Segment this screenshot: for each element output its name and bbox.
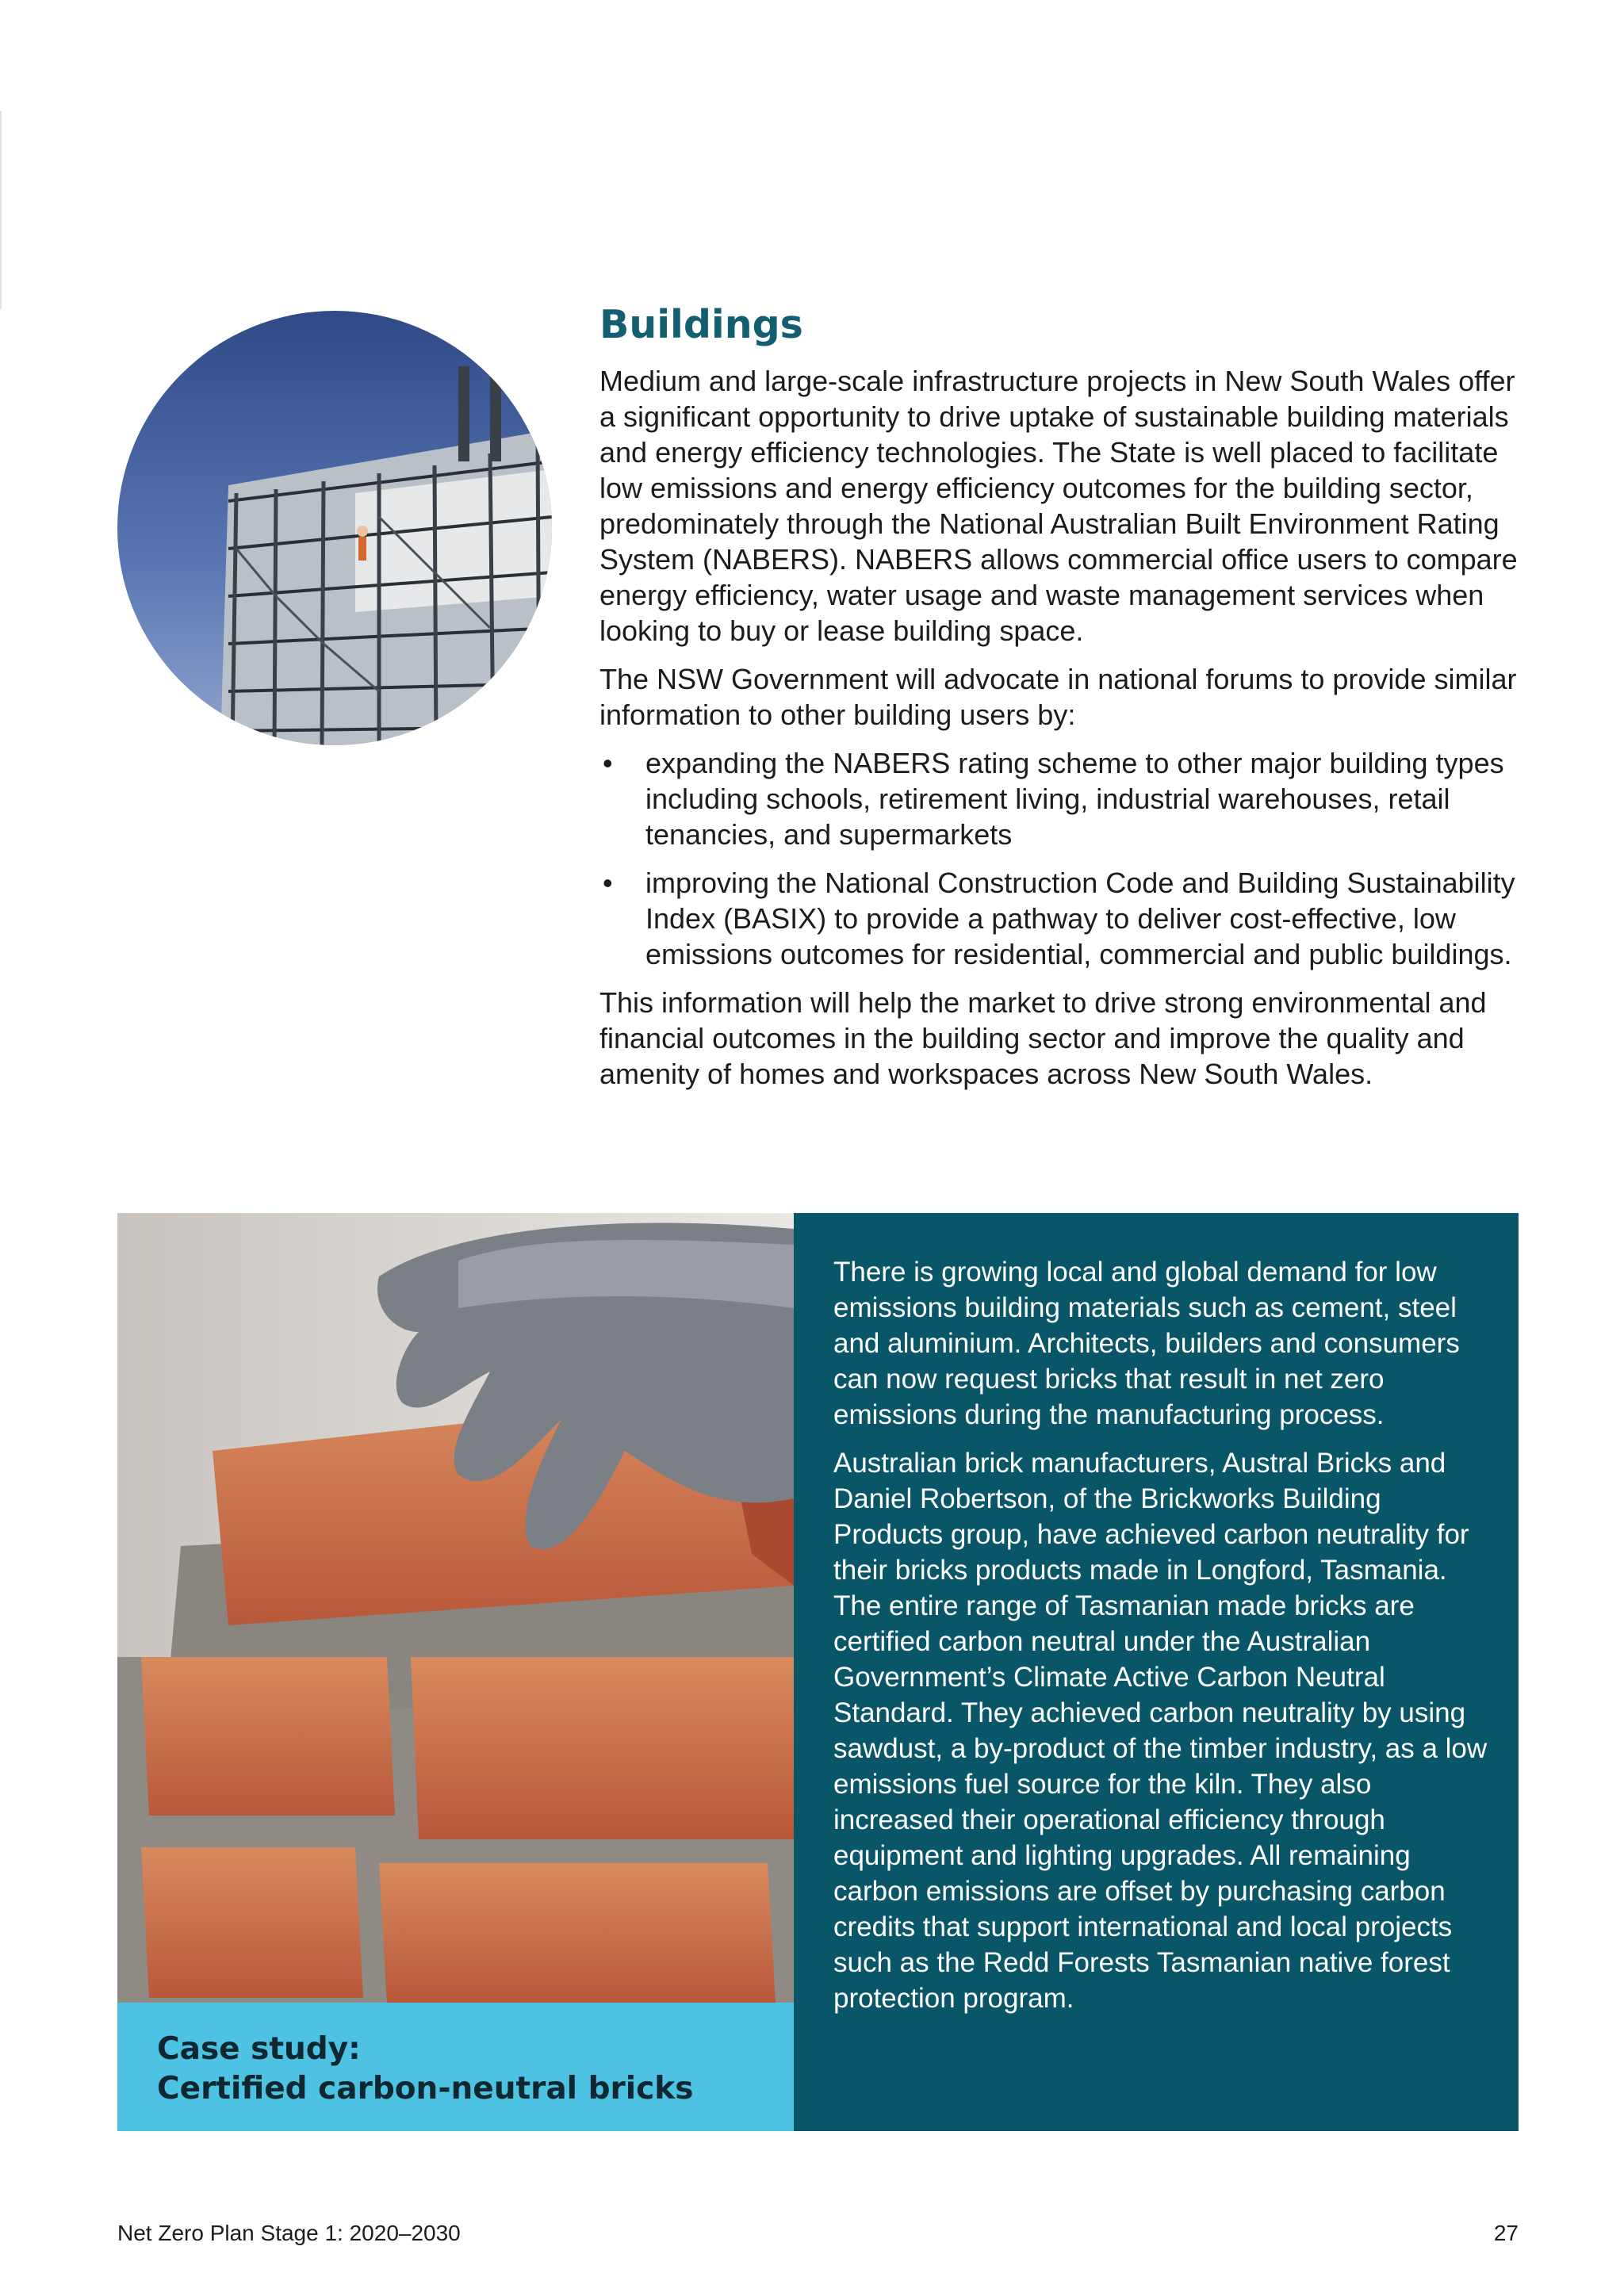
body-paragraph-2: The NSW Government will advocate in national forums to provide similar information to other building users by: <box>599 663 1517 731</box>
body-paragraph-3: This information will help the market to drive strong environmental and financial outcomes in the building sector and improve the quality and amenity of homes and workspaces across New South Wales. <box>599 986 1487 1090</box>
page-edge-divider <box>0 111 2 309</box>
case-study-label <box>117 2003 794 2131</box>
case-study-title-line-1: Case study: <box>157 2031 361 2067</box>
case-study-paragraph-1: There is growing local and global demand for low emissions building materials such as cement, steel and aluminium. Architects, builders and consumers can now request bricks that result in net zero emissions during the manufacturing process. <box>833 1257 1460 1430</box>
section-heading: Buildings <box>599 302 803 347</box>
footer-page-number: 27 <box>1493 2221 1519 2245</box>
bullet-item <box>599 745 1527 852</box>
footer-document-title: Net Zero Plan Stage 1: 2020–2030 <box>117 2221 461 2245</box>
bullet-text: expanding the NABERS rating scheme to other major building types including schools, retirement living, industrial warehouses, retail tenancies, and supermarkets <box>645 747 1504 851</box>
bullet-icon: • <box>603 867 613 899</box>
bullet-text: improving the National Construction Code and Building Sustainability Index (BASIX) to provide a pathway to deliver cost-effective, low emissions outcomes for residential, commercial and public buildings. <box>645 867 1515 970</box>
case-study-title-line-2: Certified carbon-neutral bricks <box>157 2071 694 2107</box>
bricklaying-photo <box>117 1213 794 2003</box>
body-paragraph-1: Medium and large-scale infrastructure projects in New South Wales offer a significant opportunity to drive uptake of sustainable building materials and energy efficiency technologies. The State is well placed to facilitate low emissions and energy efficiency outcomes for the building sector, predominately through the National Australian Built Environment Rating System (NABERS). NABERS allows commercial office users to compare energy efficiency, water usage and waste management services when looking to buy or lease building space. <box>599 365 1518 647</box>
scaffolding-photo <box>117 311 552 745</box>
case-study-panel <box>794 1213 1519 2131</box>
buildings-article <box>599 301 1527 1104</box>
case-study-paragraph-2: Australian brick manufacturers, Austral Bricks and Daniel Robertson, of the Brickworks Building Products group, have achieved carbon neutrality for their bricks products made in Longford, Tasmania. The entire range of Tasmanian made bricks are certified carbon neutral under the Australian Government’s Climate Active Carbon Neutral Standard. They achieved carbon neutrality by using sawdust, a by-product of the timber industry, as a low emissions fuel source for the kiln. They also increased their operational efficiency through equipment and lighting upgrades. All remaining carbon emissions are offset by purchasing carbon credits that support international and local projects such as the Redd Forests Tasmanian native forest protection program. <box>833 1448 1488 2014</box>
bullet-icon: • <box>603 747 613 779</box>
bullet-item <box>599 865 1527 972</box>
bullet-list <box>599 745 1527 972</box>
